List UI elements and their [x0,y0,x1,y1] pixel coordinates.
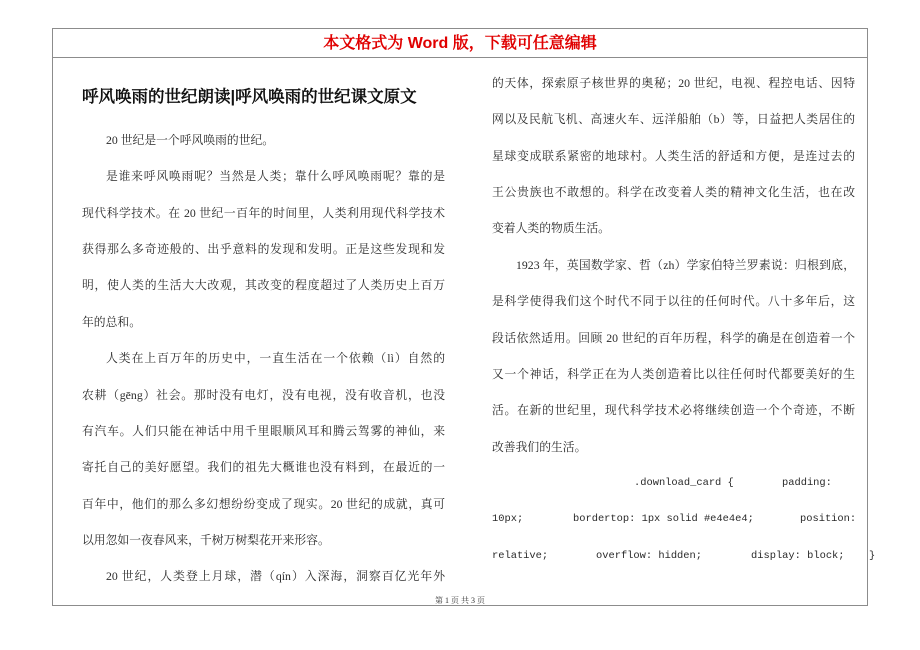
text-line: 明，使人类的生活大大改观，其改变的程度超过了人类历史上百万 [82,278,445,293]
code-fragment: overflow: hidden; [596,549,703,562]
text-line: 获得那么多奇迹般的、出乎意料的发现和发明。正是这些发现和发 [82,241,445,256]
paragraph [82,340,445,558]
page-number: 第 1 页 共 3 页 [435,596,485,605]
code-fragment-line [492,465,855,501]
text-line: 现代科学技术。在 20 世纪一百年的时间里，人类利用现代科学技术 [82,205,445,220]
text-line: 寄托自己的美好愿望。我们的祖先大概谁也没有料到，在最近的一 [82,460,445,475]
text-line: 20 世纪是一个呼风唤雨的世纪。 [106,132,275,147]
text-line: 以用忽如一夜春风来，千树万树梨花开来形容。 [82,533,330,548]
text-line: 年的总和。 [82,314,141,329]
text-line: 王公贵族也不敢想的。科学在改变着人类的精神文化生活，也在改 [492,184,855,199]
text-line: 有汽车。人们只能在神话中用千里眼顺风耳和腾云驾雾的神仙，来 [82,423,445,438]
paragraph [492,65,855,247]
code-fragment: relative; [492,549,549,562]
code-fragment-line [492,538,876,574]
text-line: 20 世纪，人类登上月球，潜（qín）入深海，洞察百亿光年外 [106,569,445,584]
paragraph [82,558,445,594]
text-line: 变着人类的物质生活。 [492,221,610,236]
text-line: 是科学使得我们这个时代不同于以往的任何时代。八十多年后，这 [492,294,855,309]
text-line: 活。在新的世纪里，现代科学技术必将继续创造一个个奇迹，不断 [492,403,855,418]
code-fragment: bordertop: 1px solid #e4e4e4; [573,513,754,526]
code-fragment: position: [800,513,857,526]
text-line: 网以及民航飞机、高速火车、远洋船舶（b）等，日益把人类居住的 [492,112,855,127]
paragraph [82,158,445,340]
text-line: 改善我们的生活。 [492,439,587,454]
paragraph [492,247,855,465]
text-line: 星球变成联系紧密的地球村。人类生活的舒适和方便，是连过去的 [492,148,855,163]
right-column [492,65,876,574]
text-line: 1923 年，英国数学家、哲（zh）学家伯特兰罗素说：归根到底， [516,257,855,272]
code-fragment: .download_card { [634,477,734,490]
text-line: 是谁来呼风唤雨呢？当然是人类；靠什么呼风唤雨呢？靠的是 [106,169,445,184]
text-line: 人类在上百万年的历史中，一直生活在一个依赖（lì）自然的 [106,351,445,366]
text-line: 又一个神话，科学正在为人类创造着比以往任何时代都要美好的生 [492,366,855,381]
code-fragment: 10px; [492,513,524,526]
format-notice: 本文格式为 Word 版，下载可任意编辑 [323,35,597,52]
document-title: 呼风唤雨的世纪朗读|呼风唤雨的世纪课文原文 [82,88,417,106]
text-line: 段话依然适用。回顾 20 世纪的百年历程，科学的确是在创造着一个 [492,330,855,345]
code-fragment: } [869,549,876,562]
text-line: 农耕（gēng）社会。那时没有电灯，没有电视，没有收音机，也没 [82,387,445,402]
code-fragment: padding: [782,477,832,490]
left-column [82,122,445,595]
paragraph [82,122,445,158]
text-line: 百年中，他们的那么多幻想纷纷变成了现实。20 世纪的成就，真可 [82,496,445,511]
header-rule [52,57,868,58]
text-line: 的天体，探索原子核世界的奥秘；20 世纪，电视、程控电话、因特 [492,75,855,90]
code-fragment-line [492,501,855,537]
code-leak-block [492,465,876,574]
code-fragment: display: block; [751,549,845,562]
